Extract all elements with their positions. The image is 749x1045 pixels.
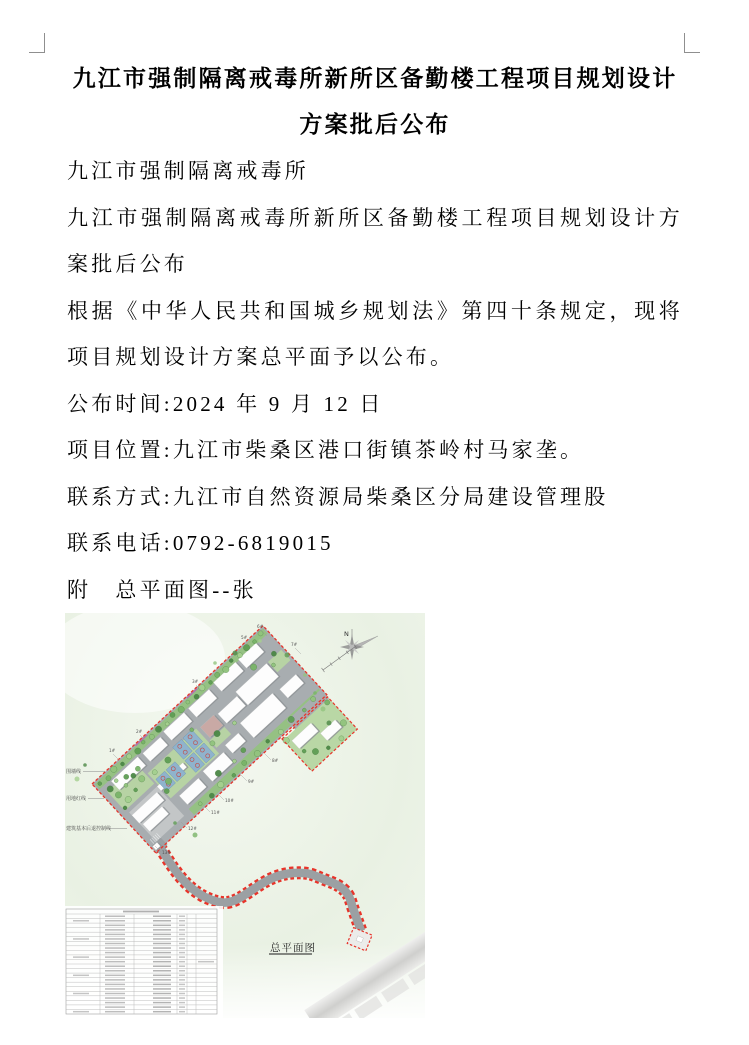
paragraph-legal-basis: 根据《中华人民共和国城乡规划法》第四十条规定，现将项目规划设计方案总平面予以公布。: [67, 298, 683, 369]
paragraph-issuer: 九江市强制隔离戒毒所: [67, 159, 309, 183]
paragraph-attachment: 附 总平面图--张: [67, 577, 257, 602]
building-callout-label: 2#: [136, 729, 143, 734]
site-plan-drawing: [65, 613, 425, 1018]
north-label: N: [344, 630, 349, 638]
building-callout-label: 7#: [291, 642, 298, 647]
paragraph-contact-phone: 联系电话:0792-6819015: [67, 531, 334, 555]
plan-caption: [269, 941, 316, 954]
building-callout-label: 13#: [162, 850, 171, 855]
plan-caption-text: 总平面图: [270, 943, 316, 954]
margin-crop-mark-left: [29, 33, 45, 53]
building-callout-label: 9#: [248, 779, 255, 784]
page-title: 九江市强制隔离戒毒所新所区备勤楼工程项目规划设计方案批后公布: [72, 66, 678, 137]
paragraph-publish-date: 公布时间:2024 年 9 月 12 日: [67, 391, 384, 416]
building-callout-label: 5#: [241, 635, 248, 640]
building-callout-label: 10#: [225, 798, 234, 803]
building-callout-label: 3#: [192, 679, 199, 684]
paragraph-project-location: 项目位置:九江市柴桑区港口街镇茶岭村马家垄。: [67, 438, 585, 462]
body-paragraphs: [67, 148, 683, 613]
paragraph-subject: 九江市强制隔离戒毒所新所区备勤楼工程项目规划设计方案批后公布: [67, 205, 683, 276]
annotation-wall-line: 围墙线: [66, 769, 82, 775]
paragraph-contact-unit: 联系方式:九江市自然资源局柴桑区分局建设管理股: [67, 484, 609, 509]
building-callout-label: 12#: [188, 826, 197, 831]
document-body: [67, 56, 683, 1018]
building-callout-label: 1#: [109, 748, 116, 753]
building-callout-label: 8#: [272, 758, 279, 763]
margin-crop-mark-right: [684, 33, 700, 53]
building-callout-label: 11#: [211, 810, 220, 815]
site-plan-figure: [65, 613, 425, 1018]
building-callout-label: 6#: [257, 624, 264, 629]
annotation-setback-line: 建筑基本后退控制线: [66, 826, 112, 832]
annotation-red-line: 用地红线: [66, 796, 87, 802]
